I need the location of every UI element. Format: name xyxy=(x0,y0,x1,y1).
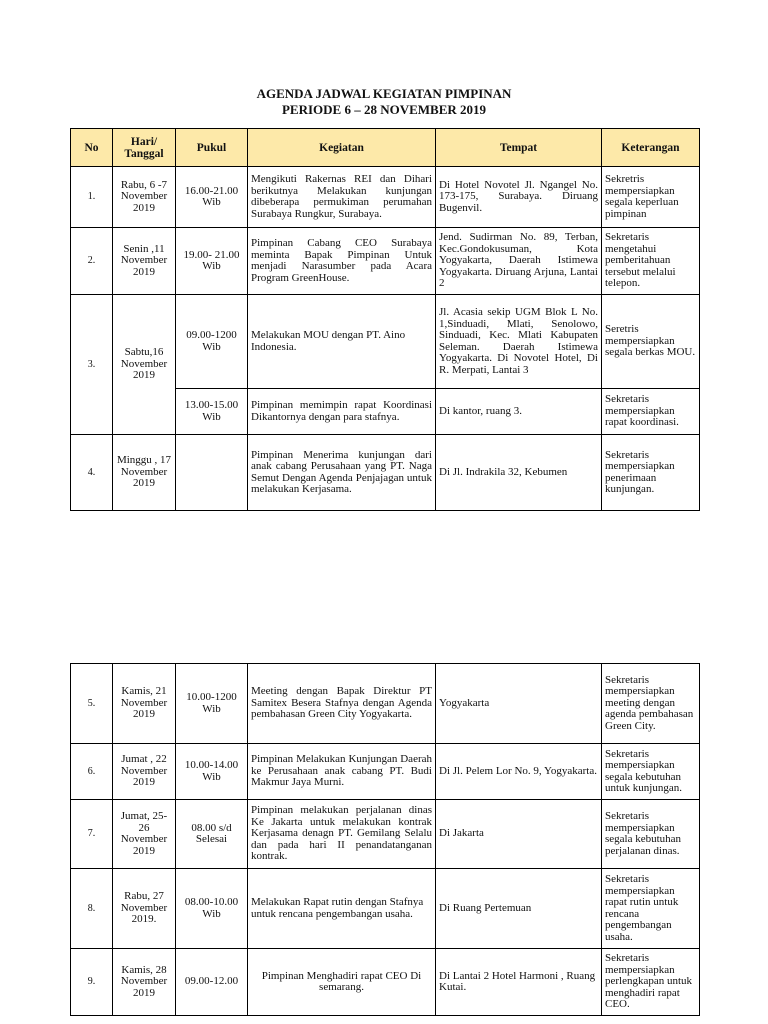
row-pukul: 08.00 s/d Selesai xyxy=(176,800,248,869)
row-pukul: 10.00-1200 Wib xyxy=(176,664,248,744)
header-no: No xyxy=(71,129,113,167)
header-kegiatan: Kegiatan xyxy=(248,129,436,167)
row-keterangan: Sekretaris mempersiapkan rapat koordinasi. xyxy=(602,389,700,435)
row-kegiatan: Pimpinan Cabang CEO Surabaya meminta Bapak Pimpinan Untuk menjadi Narasumber pada Acara Program GreenHouse. xyxy=(248,228,436,295)
table-row xyxy=(71,800,700,869)
row-number: 2. xyxy=(71,228,113,295)
row-pukul: 16.00-21.00 Wib xyxy=(176,167,248,228)
row-keterangan: Sekretaris mempersiapkan rapat rutin untuk rencana pengembangan usaha. xyxy=(602,869,700,949)
row-hari-tanggal: Senin ,11 November 2019 xyxy=(113,228,176,295)
row-number: 5. xyxy=(71,664,113,744)
row-keterangan: Sekretaris mempersiapkan meeting dengan agenda pembahasan Green City. xyxy=(602,664,700,744)
table-row xyxy=(71,228,700,295)
header-pukul: Pukul xyxy=(176,129,248,167)
row-number: 4. xyxy=(71,435,113,511)
agenda-table-page-1 xyxy=(70,128,700,511)
table-row xyxy=(71,949,700,1016)
header-keterangan: Keterangan xyxy=(602,129,700,167)
row-hari-tanggal: Minggu , 17 November 2019 xyxy=(113,435,176,511)
row-tempat: Di Jakarta xyxy=(436,800,602,869)
row-hari-tanggal: Kamis, 28 November 2019 xyxy=(113,949,176,1016)
document-period: PERIODE 6 – 28 NOVEMBER 2019 xyxy=(281,102,487,117)
row-number: 1. xyxy=(71,167,113,228)
header-hari-tanggal: Hari/ Tanggal xyxy=(113,129,176,167)
row-hari-tanggal: Rabu, 27 November 2019. xyxy=(113,869,176,949)
row-pukul: 09.00-1200 Wib xyxy=(176,295,248,389)
row-kegiatan: Pimpinan melakukan perjalanan dinas Ke Jakarta untuk melakukan kontrak Kerjasama denagn PT. Gemilang Selalu dan pada hari II penandatanganan kontrak. xyxy=(248,800,436,869)
header-tempat: Tempat xyxy=(436,129,602,167)
table-row xyxy=(71,295,700,389)
agenda-table-page-2 xyxy=(70,663,700,1016)
row-kegiatan: Meeting dengan Bapak Direktur PT Samitex Besera Stafnya dengan Agenda pembahasan Green City Yogyakarta. xyxy=(248,664,436,744)
row-keterangan: Sekretaris mempersiapkan segala kebutuhan perjalanan dinas. xyxy=(602,800,700,869)
row-pukul: 09.00-12.00 xyxy=(176,949,248,1016)
row-kegiatan: Mengikuti Rakernas REI dan Dihari berikutnya Melakukan kunjungan dibeberapa permukiman perumahan Surabaya Rungkur, Surabaya. xyxy=(248,167,436,228)
row-kegiatan: Pimpinan Menerima kunjungan dari anak cabang Perusahaan yang PT. Naga Semut Dengan Agenda Penjajagan untuk melakukan Kerjasama. xyxy=(248,435,436,511)
row-kegiatan: Pimpinan memimpin rapat Koordinasi Dikantornya dengan para stafnya. xyxy=(248,389,436,435)
table-row xyxy=(71,167,700,228)
row-keterangan: Sekretaris mempersiapkan segala kebutuhan untuk kunjungan. xyxy=(602,744,700,800)
row-hari-tanggal: Jumat , 22 November 2019 xyxy=(113,744,176,800)
row-hari-tanggal: Rabu, 6 -7 November 2019 xyxy=(113,167,176,228)
row-tempat: Di Ruang Pertemuan xyxy=(436,869,602,949)
table-row xyxy=(71,435,700,511)
row-keterangan: Sekretaris mengetahui pemberitahuan tersebut melalui telepon. xyxy=(602,228,700,295)
table-row xyxy=(71,869,700,949)
document-title: AGENDA JADWAL KEGIATAN PIMPINAN xyxy=(256,86,512,101)
row-hari-tanggal: Sabtu,16 November 2019 xyxy=(113,295,176,435)
table-row xyxy=(71,664,700,744)
row-pukul: 19.00- 21.00 Wib xyxy=(176,228,248,295)
row-keterangan: Sekretaris mempersiapkan penerimaan kunjungan. xyxy=(602,435,700,511)
row-number: 7. xyxy=(71,800,113,869)
row-number: 3. xyxy=(71,295,113,435)
row-tempat: Di Jl. Pelem Lor No. 9, Yogyakarta. xyxy=(436,744,602,800)
row-pukul: 10.00-14.00 Wib xyxy=(176,744,248,800)
table-row xyxy=(71,744,700,800)
row-hari-tanggal: Kamis, 21 November 2019 xyxy=(113,664,176,744)
row-tempat: Di Hotel Novotel Jl. Ngangel No. 173-175, Surabaya. Diruang Bugenvil. xyxy=(436,167,602,228)
row-pukul xyxy=(176,435,248,511)
row-keterangan: Sekretaris mempersiapkan perlengkapan untuk menghadiri rapat CEO. xyxy=(602,949,700,1016)
row-kegiatan: Pimpinan Melakukan Kunjungan Daerah ke Perusahaan anak cabang PT. Budi Makmur Jaya Murni. xyxy=(248,744,436,800)
row-kegiatan: Melakukan Rapat rutin dengan Stafnya untuk rencana pengembangan usaha. xyxy=(248,869,436,949)
row-keterangan: Seretris mempersiapkan segala berkas MOU. xyxy=(602,295,700,389)
row-number: 6. xyxy=(71,744,113,800)
row-kegiatan: Pimpinan Menghadiri rapat CEO Di semarang. xyxy=(248,949,436,1016)
row-kegiatan: Melakukan MOU dengan PT. Aino Indonesia. xyxy=(248,295,436,389)
table-header-row xyxy=(71,129,700,167)
row-tempat: Di kantor, ruang 3. xyxy=(436,389,602,435)
row-keterangan: Sekretris mempersiapkan segala keperluan pimpinan xyxy=(602,167,700,228)
row-tempat: Jl. Acasia sekip UGM Blok L No. 1,Sinduadi, Mlati, Senolowo, Sinduadi, Kec. Mlati Kabupaten Seleman. Daerah Istimewa Yogyakarta. Di Novotel Hotel, Di R. Merpati, Lantai 3 xyxy=(436,295,602,389)
row-number: 8. xyxy=(71,869,113,949)
row-pukul: 13.00-15.00 Wib xyxy=(176,389,248,435)
row-tempat: Di Jl. Indrakila 32, Kebumen xyxy=(436,435,602,511)
row-number: 9. xyxy=(71,949,113,1016)
row-pukul: 08.00-10.00 Wib xyxy=(176,869,248,949)
row-tempat: Yogyakarta xyxy=(436,664,602,744)
row-tempat: Jend. Sudirman No. 89, Terban, Kec.Gondokusuman, Kota Yogyakarta, Daerah Istimewa Yogyakarta. Diruang Arjuna, Lantai 2 xyxy=(436,228,602,295)
row-hari-tanggal: Jumat, 25- 26 November 2019 xyxy=(113,800,176,869)
row-tempat: Di Lantai 2 Hotel Harmoni , Ruang Kutai. xyxy=(436,949,602,1016)
